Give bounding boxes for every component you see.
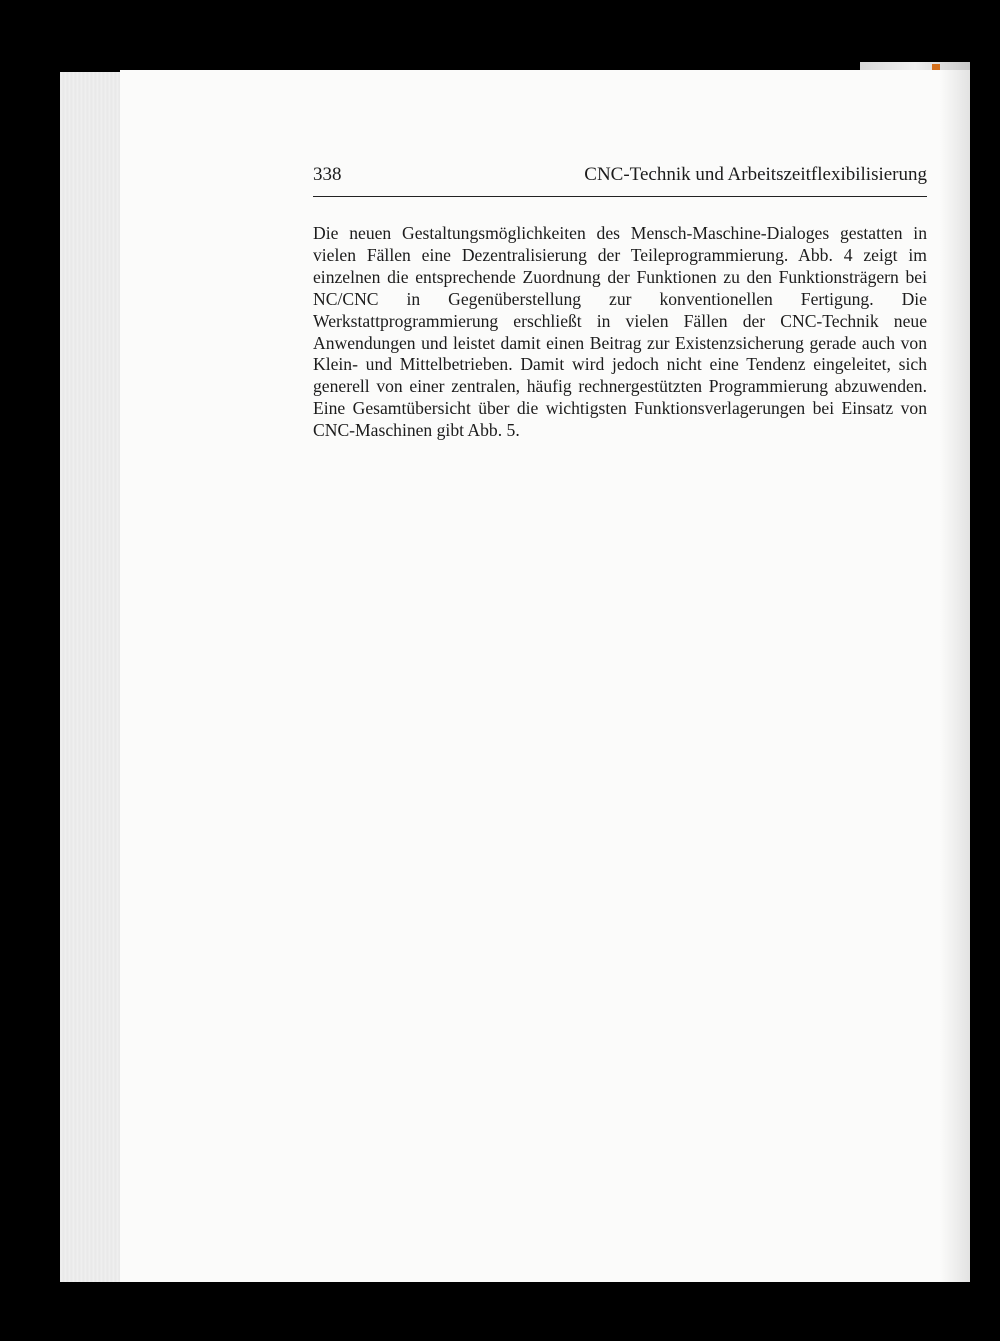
body-paragraph: Die neuen Gestaltungsmöglichkeiten des Mensch-Maschine-Dialoges gestatten in vielen Fällen eine Dezentralisierung der Teileprogrammierung. Abb. 4 zeigt im einzelnen die entsprechende Zuordnung der Funktionen zu den Funktionsträgern bei NC/CNC in Gegenüberstellung zur konventionellen Fertigung. Die Werkstattprogrammierung erschließt in vielen Fällen der CNC-Technik neue Anwendungen und leistet damit einen Beitrag zur Existenzsicherung gerade auch von Klein- und Mittelbetrieben. Damit wird jedoch nicht eine Tendenz eingeleitet, sich generell von einer zentralen, häufig rechnergestützten Programmierung abzuwenden. Eine Gesamtübersicht über die wichtigsten Funktionsverlagerungen bei Einsatz von CNC-Maschinen gibt Abb. 5. <box>313 223 927 441</box>
page-shadow <box>940 70 970 1282</box>
page-content <box>313 160 927 442</box>
running-header <box>313 160 927 197</box>
page-number: 338 <box>313 164 342 185</box>
running-title: CNC-Technik und Arbeitszeitflexibilisierung <box>584 164 927 185</box>
